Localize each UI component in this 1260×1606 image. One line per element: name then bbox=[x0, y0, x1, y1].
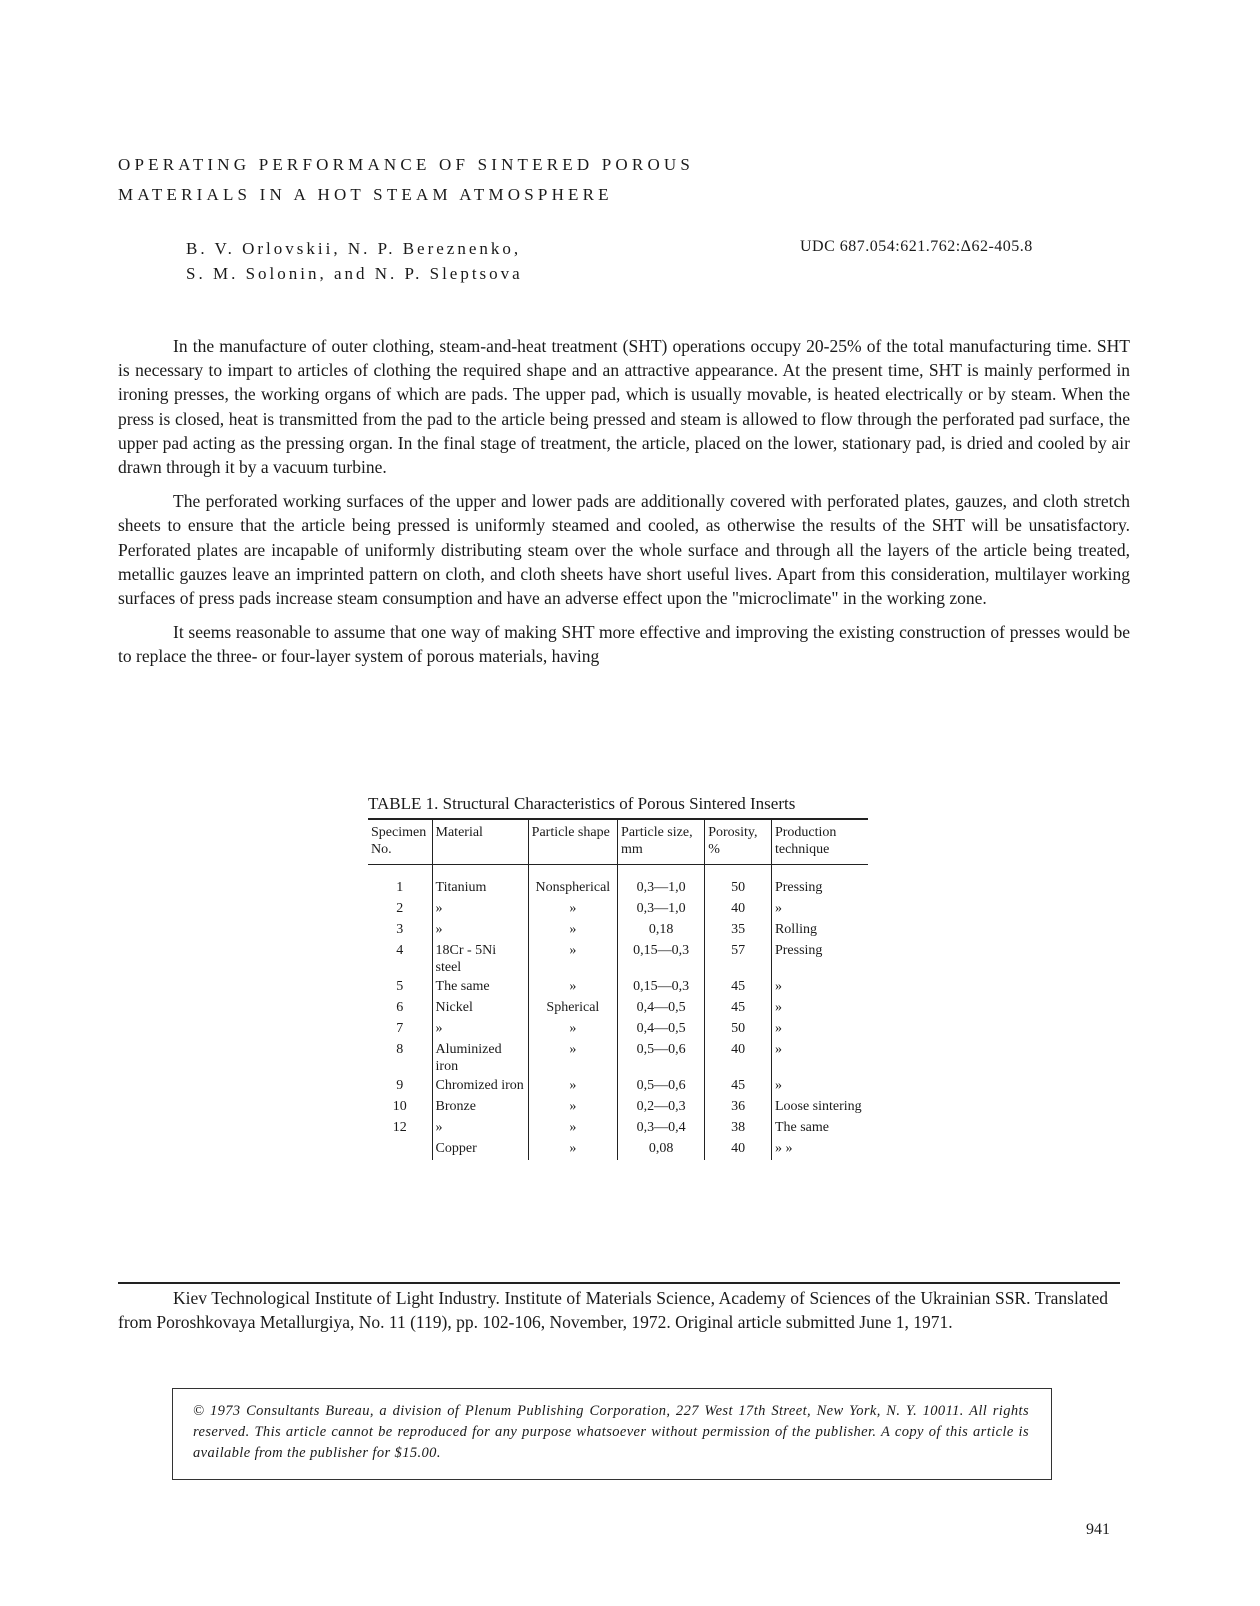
cell-particle-size: 0,18 bbox=[618, 920, 705, 941]
cell-specimen-no: 9 bbox=[396, 1078, 404, 1093]
author-list bbox=[186, 236, 523, 286]
cell-particle-shape: » bbox=[528, 899, 617, 920]
paragraph-3: It seems reasonable to assume that one way of making SHT more effective and improving the existing construction of presses would be to replace the three- or four-layer system of porous materials, having bbox=[118, 622, 1130, 667]
authors-line-1: B. V. Orlovskii, N. P. Bereznenko, bbox=[186, 239, 522, 258]
cell-production-technique: » bbox=[771, 1040, 868, 1076]
cell-material: » bbox=[432, 1019, 528, 1040]
cell-particle-shape: » bbox=[528, 1097, 617, 1118]
copyright-notice bbox=[172, 1388, 1052, 1480]
cell-production-technique: » » bbox=[771, 1139, 868, 1160]
cell-particle-size: 0,15—0,3 bbox=[618, 941, 705, 977]
table-row bbox=[368, 977, 868, 998]
cell-material: Chromized iron bbox=[432, 1076, 528, 1097]
table-row bbox=[368, 1118, 868, 1139]
cell-particle-size: 0,3—1,0 bbox=[618, 899, 705, 920]
table-row bbox=[368, 1040, 868, 1076]
cell-particle-size: 0,08 bbox=[618, 1139, 705, 1160]
header-specimen-no: Specimen No. bbox=[368, 819, 432, 865]
page-number: 941 bbox=[1086, 1521, 1110, 1538]
cell-material: Nickel bbox=[432, 998, 528, 1019]
table-row bbox=[368, 1076, 868, 1097]
article-title bbox=[118, 150, 694, 210]
footnote-divider bbox=[118, 1282, 1120, 1284]
cell-material: » bbox=[432, 899, 528, 920]
cell-material: » bbox=[432, 1118, 528, 1139]
copyright-text: © 1973 Consultants Bureau, a division of Plenum Publishing Corporation, 227 West 17th Street, New York, N. Y. 10011. All rights reserved. This article cannot be reproduced for any purpose whatsoever without permission of the publisher. A copy of this article is available from the publisher for $15.00. bbox=[193, 1403, 1029, 1461]
cell-particle-shape: Spherical bbox=[528, 998, 617, 1019]
table-row bbox=[368, 1097, 868, 1118]
udc-code: UDC 687.054:621.762:Δ62-405.8 bbox=[800, 238, 1033, 255]
cell-material: Bronze bbox=[432, 1097, 528, 1118]
cell-particle-size: 0,5—0,6 bbox=[618, 1076, 705, 1097]
cell-particle-size: 0,15—0,3 bbox=[618, 977, 705, 998]
cell-particle-size: 0,3—0,4 bbox=[618, 1118, 705, 1139]
cell-production-technique: » bbox=[771, 1019, 868, 1040]
cell-specimen-no: 2 bbox=[396, 901, 404, 916]
table-row bbox=[368, 865, 868, 900]
cell-particle-shape: » bbox=[528, 920, 617, 941]
table-body bbox=[368, 865, 868, 1161]
cell-porosity: 57 bbox=[705, 941, 772, 977]
cell-specimen-no: 4 bbox=[396, 943, 404, 958]
table-caption: TABLE 1. Structural Characteristics of Porous Sintered Inserts bbox=[368, 794, 796, 813]
footnote-text: Kiev Technological Institute of Light Industry. Institute of Materials Science, Academy of Sciences of the Ukrainian SSR. Translated from Poroshkovaya Metallurgiya, No. 11 (119), pp. 102-106, November, 1972. Original article submitted June 1, 1971. bbox=[118, 1288, 1108, 1332]
cell-porosity: 45 bbox=[705, 977, 772, 998]
cell-specimen-no: 6 bbox=[396, 1000, 404, 1015]
header-porosity: Porosity, % bbox=[705, 819, 772, 865]
table-row bbox=[368, 941, 868, 977]
cell-specimen-no bbox=[368, 1139, 432, 1160]
cell-specimen-no: 12 bbox=[392, 1120, 407, 1135]
cell-particle-shape: » bbox=[528, 977, 617, 998]
table-row bbox=[368, 920, 868, 941]
header-material: Material bbox=[432, 819, 528, 865]
cell-particle-shape: » bbox=[528, 1076, 617, 1097]
cell-porosity: 40 bbox=[705, 1040, 772, 1076]
cell-particle-shape: » bbox=[528, 1118, 617, 1139]
title-line-1: OPERATING PERFORMANCE OF SINTERED POROUS bbox=[118, 155, 695, 174]
table-1 bbox=[368, 792, 868, 1160]
cell-particle-shape: » bbox=[528, 1040, 617, 1076]
header-particle-shape: Particle shape bbox=[528, 819, 617, 865]
header-particle-size: Particle size, mm bbox=[618, 819, 705, 865]
cell-porosity: 40 bbox=[705, 899, 772, 920]
cell-material: Copper bbox=[432, 1139, 528, 1160]
cell-specimen-no: 5 bbox=[396, 979, 404, 994]
cell-material: Titanium bbox=[432, 865, 528, 900]
cell-specimen-no: 1 bbox=[396, 880, 404, 895]
cell-particle-size: 0,5—0,6 bbox=[618, 1040, 705, 1076]
cell-particle-shape: » bbox=[528, 1019, 617, 1040]
table-row bbox=[368, 1139, 868, 1160]
cell-particle-size: 0,4—0,5 bbox=[618, 998, 705, 1019]
table-row bbox=[368, 899, 868, 920]
table-row bbox=[368, 1019, 868, 1040]
cell-production-technique: Pressing bbox=[771, 941, 868, 977]
cell-production-technique: Rolling bbox=[771, 920, 868, 941]
cell-particle-size: 0,4—0,5 bbox=[618, 1019, 705, 1040]
cell-porosity: 35 bbox=[705, 920, 772, 941]
cell-porosity: 50 bbox=[705, 1019, 772, 1040]
title-line-2: MATERIALS IN A HOT STEAM ATMOSPHERE bbox=[118, 185, 613, 204]
cell-production-technique: » bbox=[771, 977, 868, 998]
cell-material: » bbox=[432, 920, 528, 941]
cell-porosity: 40 bbox=[705, 1139, 772, 1160]
cell-porosity: 36 bbox=[705, 1097, 772, 1118]
cell-particle-shape: » bbox=[528, 1139, 617, 1160]
data-table bbox=[368, 818, 868, 1160]
table-header-row bbox=[368, 819, 868, 865]
cell-porosity: 38 bbox=[705, 1118, 772, 1139]
cell-porosity: 45 bbox=[705, 998, 772, 1019]
cell-specimen-no: 7 bbox=[396, 1021, 404, 1036]
cell-material: 18Cr - 5Ni steel bbox=[432, 941, 528, 977]
cell-porosity: 50 bbox=[705, 865, 772, 900]
cell-specimen-no: 10 bbox=[392, 1099, 407, 1114]
cell-material: The same bbox=[432, 977, 528, 998]
article-body bbox=[118, 334, 1130, 679]
cell-material: Aluminized iron bbox=[432, 1040, 528, 1076]
cell-production-technique: » bbox=[771, 998, 868, 1019]
cell-porosity: 45 bbox=[705, 1076, 772, 1097]
cell-production-technique: Pressing bbox=[771, 865, 868, 900]
footnote bbox=[118, 1286, 1108, 1334]
cell-particle-shape: » bbox=[528, 941, 617, 977]
header-production-technique: Production technique bbox=[771, 819, 868, 865]
paragraph-1: In the manufacture of outer clothing, steam-and-heat treatment (SHT) operations occupy 20-25% of the total manufacturing time. SHT is necessary to impart to articles of clothing the required shape and an attractive appearance. At the present time, SHT is mainly performed in ironing presses, the working organs of which are pads. The upper pad, which is usually movable, is heated electrically or by steam. When the press is closed, heat is transmitted from the pad to the article being pressed and steam is allowed to flow through the perforated pad surface, the upper pad acting as the pressing organ. In the final stage of treatment, the article, placed on the lower, stationary pad, is dried and cooled by air drawn through it by a vacuum turbine. bbox=[118, 336, 1130, 478]
cell-production-technique: » bbox=[771, 1076, 868, 1097]
cell-production-technique: The same bbox=[771, 1118, 868, 1139]
cell-particle-size: 0,2—0,3 bbox=[618, 1097, 705, 1118]
table-row bbox=[368, 998, 868, 1019]
cell-specimen-no: 3 bbox=[396, 922, 404, 937]
cell-production-technique: Loose sintering bbox=[771, 1097, 868, 1118]
authors-line-2: S. M. Solonin, and N. P. Sleptsova bbox=[186, 264, 523, 283]
cell-specimen-no: 8 bbox=[396, 1042, 404, 1057]
cell-particle-shape: Nonspherical bbox=[528, 865, 617, 900]
cell-production-technique: » bbox=[771, 899, 868, 920]
paragraph-2: The perforated working surfaces of the upper and lower pads are additionally covered with perforated plates, gauzes, and cloth stretch sheets to ensure that the article being pressed is uniformly steamed and cooled, as otherwise the results of the SHT will be unsatisfactory. Perforated plates are incapable of uniformly distributing steam over the whole surface and through all the layers of the article being treated, metallic gauzes leave an imprinted pattern on cloth, and cloth sheets have short useful lives. Apart from this consideration, multilayer working surfaces of press pads increase steam consumption and have an adverse effect upon the "microclimate" in the working zone. bbox=[118, 491, 1130, 609]
cell-particle-size: 0,3—1,0 bbox=[618, 865, 705, 900]
